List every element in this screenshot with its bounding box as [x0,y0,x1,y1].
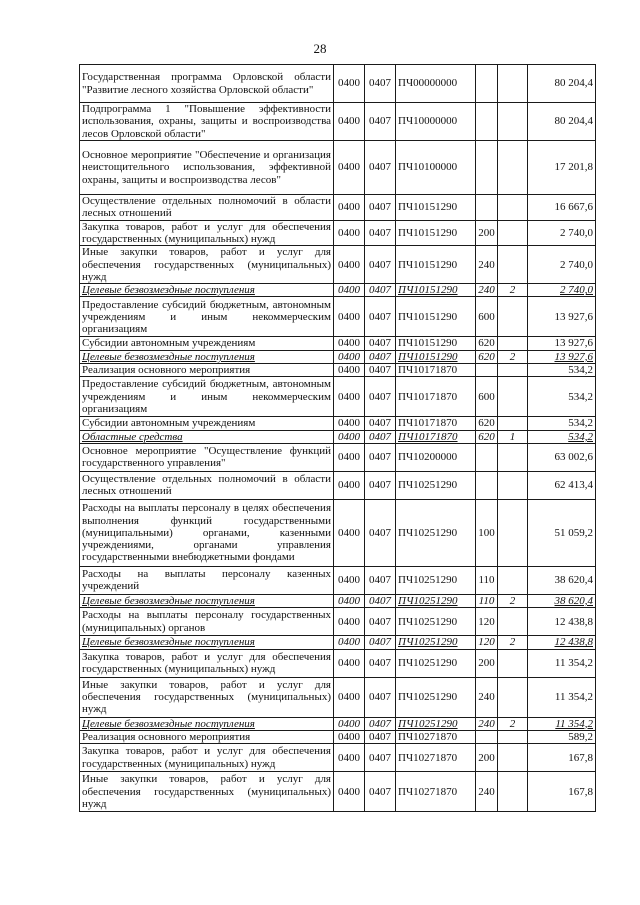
expense-type-cell: 240 [476,772,498,812]
target-article-cell: ПЧ10251290 [396,608,476,636]
table-row [80,284,596,297]
section-code-cell: 0400 [334,377,365,417]
table-row [80,717,596,730]
amount-cell: 589,2 [528,730,596,743]
section-code-cell: 0400 [334,246,365,284]
amount-cell: 2 740,0 [528,220,596,246]
target-article-cell: ПЧ10251290 [396,471,476,499]
expense-type-cell: 120 [476,608,498,636]
row-name-cell: Закупка товаров, работ и услуг для обеспечения государственных (муниципальных) нужд [80,744,334,772]
section-code-cell: 0400 [334,103,365,141]
subsection-code-cell: 0407 [365,246,396,284]
section-code-cell: 0400 [334,430,365,443]
section-code-cell: 0400 [334,364,365,377]
target-article-cell: ПЧ10151290 [396,337,476,350]
row-name-cell: Предоставление субсидий бюджетным, автономным учреждениям и иным некоммерческим организациям [80,297,334,337]
subsection-code-cell: 0407 [365,364,396,377]
expense-type-cell: 200 [476,649,498,677]
target-article-cell: ПЧ10251290 [396,717,476,730]
expense-type-cell: 100 [476,499,498,566]
amount-cell: 534,2 [528,377,596,417]
subsection-code-cell: 0407 [365,744,396,772]
row-name-cell: Целевые безвозмездные поступления [80,350,334,363]
table-row [80,141,596,195]
section-code-cell: 0400 [334,772,365,812]
section-code-cell: 0400 [334,649,365,677]
subsection-code-cell: 0407 [365,443,396,471]
funding-source-cell [498,677,528,717]
funding-source-cell [498,246,528,284]
amount-cell: 2 740,0 [528,246,596,284]
subsection-code-cell: 0407 [365,471,396,499]
amount-cell: 38 620,4 [528,594,596,607]
row-name-cell: Целевые безвозмездные поступления [80,284,334,297]
row-name-cell: Целевые безвозмездные поступления [80,636,334,649]
row-name-cell: Целевые безвозмездные поступления [80,717,334,730]
target-article-cell: ПЧ10171870 [396,430,476,443]
table-row [80,566,596,594]
target-article-cell: ПЧ10251290 [396,636,476,649]
subsection-code-cell: 0407 [365,772,396,812]
page-number: 28 [313,41,327,56]
expense-type-cell [476,65,498,103]
table-row [80,246,596,284]
funding-source-cell: 2 [498,594,528,607]
table-row [80,377,596,417]
subsection-code-cell: 0407 [365,717,396,730]
expense-type-cell: 240 [476,246,498,284]
funding-source-cell: 2 [498,717,528,730]
row-name-cell: Областные средства [80,430,334,443]
amount-cell: 11 354,2 [528,717,596,730]
section-code-cell: 0400 [334,417,365,430]
table-body [80,65,596,812]
table-row [80,636,596,649]
expense-type-cell: 120 [476,636,498,649]
expense-type-cell: 620 [476,337,498,350]
amount-cell: 167,8 [528,744,596,772]
section-code-cell: 0400 [334,337,365,350]
section-code-cell: 0400 [334,443,365,471]
table-row [80,430,596,443]
expense-type-cell [476,471,498,499]
expense-type-cell [476,195,498,221]
section-code-cell: 0400 [334,195,365,221]
row-name-cell: Реализация основного мероприятия [80,364,334,377]
subsection-code-cell: 0407 [365,730,396,743]
table-row [80,350,596,363]
subsection-code-cell: 0407 [365,141,396,195]
expense-type-cell: 620 [476,417,498,430]
table-row [80,772,596,812]
budget-table [79,64,596,812]
funding-source-cell [498,566,528,594]
table-row [80,730,596,743]
row-name-cell: Реализация основного мероприятия [80,730,334,743]
funding-source-cell [498,417,528,430]
expense-type-cell: 200 [476,220,498,246]
section-code-cell: 0400 [334,141,365,195]
target-article-cell: ПЧ10200000 [396,443,476,471]
amount-cell: 534,2 [528,430,596,443]
funding-source-cell: 1 [498,430,528,443]
row-name-cell: Подпрограмма 1 "Повышение эффективности использования, охраны, защиты и воспроизводства лесов Орловской области" [80,103,334,141]
funding-source-cell [498,364,528,377]
section-code-cell: 0400 [334,730,365,743]
target-article-cell: ПЧ00000000 [396,65,476,103]
funding-source-cell [498,649,528,677]
funding-source-cell [498,471,528,499]
table-row [80,417,596,430]
funding-source-cell [498,65,528,103]
subsection-code-cell: 0407 [365,636,396,649]
subsection-code-cell: 0407 [365,195,396,221]
table-row [80,103,596,141]
expense-type-cell: 600 [476,297,498,337]
row-name-cell: Субсидии автономным учреждениям [80,337,334,350]
table-row [80,443,596,471]
section-code-cell: 0400 [334,471,365,499]
amount-cell: 13 927,6 [528,297,596,337]
amount-cell: 80 204,4 [528,65,596,103]
subsection-code-cell: 0407 [365,337,396,350]
funding-source-cell [498,297,528,337]
target-article-cell: ПЧ10151290 [396,297,476,337]
row-name-cell: Субсидии автономным учреждениям [80,417,334,430]
amount-cell: 63 002,6 [528,443,596,471]
row-name-cell: Иные закупки товаров, работ и услуг для обеспечения государственных (муниципальных) нужд [80,677,334,717]
section-code-cell: 0400 [334,65,365,103]
target-article-cell: ПЧ10251290 [396,677,476,717]
amount-cell: 13 927,6 [528,350,596,363]
amount-cell: 80 204,4 [528,103,596,141]
amount-cell: 11 354,2 [528,649,596,677]
section-code-cell: 0400 [334,350,365,363]
table-row [80,65,596,103]
expense-type-cell [476,141,498,195]
row-name-cell: Закупка товаров, работ и услуг для обеспечения государственных (муниципальных) нужд [80,649,334,677]
table-row [80,499,596,566]
subsection-code-cell: 0407 [365,350,396,363]
section-code-cell: 0400 [334,284,365,297]
amount-cell: 167,8 [528,772,596,812]
target-article-cell: ПЧ10271870 [396,744,476,772]
row-name-cell: Иные закупки товаров, работ и услуг для обеспечения государственных (муниципальных) нужд [80,772,334,812]
table-row [80,594,596,607]
section-code-cell: 0400 [334,717,365,730]
subsection-code-cell: 0407 [365,284,396,297]
amount-cell: 12 438,8 [528,608,596,636]
row-name-cell: Осуществление отдельных полномочий в области лесных отношений [80,471,334,499]
section-code-cell: 0400 [334,594,365,607]
table-row [80,744,596,772]
expense-type-cell: 240 [476,717,498,730]
row-name-cell: Государственная программа Орловской области "Развитие лесного хозяйства Орловской области" [80,65,334,103]
section-code-cell: 0400 [334,608,365,636]
target-article-cell: ПЧ10171870 [396,377,476,417]
funding-source-cell [498,337,528,350]
subsection-code-cell: 0407 [365,220,396,246]
subsection-code-cell: 0407 [365,499,396,566]
subsection-code-cell: 0407 [365,594,396,607]
section-code-cell: 0400 [334,677,365,717]
section-code-cell: 0400 [334,297,365,337]
funding-source-cell [498,730,528,743]
funding-source-cell: 2 [498,350,528,363]
funding-source-cell: 2 [498,636,528,649]
amount-cell: 534,2 [528,417,596,430]
target-article-cell: ПЧ10171870 [396,417,476,430]
funding-source-cell [498,744,528,772]
row-name-cell: Расходы на выплаты персоналу казенных учреждений [80,566,334,594]
row-name-cell: Расходы на выплаты персоналу государственных (муниципальных) органов [80,608,334,636]
subsection-code-cell: 0407 [365,430,396,443]
row-name-cell: Иные закупки товаров, работ и услуг для обеспечения государственных (муниципальных) нужд [80,246,334,284]
table-row [80,608,596,636]
funding-source-cell: 2 [498,284,528,297]
expense-type-cell: 240 [476,284,498,297]
subsection-code-cell: 0407 [365,608,396,636]
target-article-cell: ПЧ10251290 [396,649,476,677]
section-code-cell: 0400 [334,744,365,772]
funding-source-cell [498,772,528,812]
row-name-cell: Основное мероприятие "Обеспечение и организация неистощительного использования, эффективной охраны, защиты и воспроизводства лесов" [80,141,334,195]
expense-type-cell [476,103,498,141]
table-row [80,471,596,499]
subsection-code-cell: 0407 [365,417,396,430]
table-row [80,677,596,717]
amount-cell: 17 201,8 [528,141,596,195]
target-article-cell: ПЧ10271870 [396,730,476,743]
subsection-code-cell: 0407 [365,297,396,337]
amount-cell: 2 740,0 [528,284,596,297]
amount-cell: 16 667,6 [528,195,596,221]
amount-cell: 534,2 [528,364,596,377]
target-article-cell: ПЧ10151290 [396,246,476,284]
target-article-cell: ПЧ10271870 [396,772,476,812]
target-article-cell: ПЧ10000000 [396,103,476,141]
funding-source-cell [498,608,528,636]
table-row [80,297,596,337]
expense-type-cell: 620 [476,430,498,443]
section-code-cell: 0400 [334,220,365,246]
row-name-cell: Расходы на выплаты персоналу в целях обеспечения выполнения функций государственными (муниципальными) органами, казенными учреждениями, органами управления государственными внебюджетными фондами [80,499,334,566]
subsection-code-cell: 0407 [365,103,396,141]
funding-source-cell [498,377,528,417]
expense-type-cell: 200 [476,744,498,772]
expense-type-cell: 110 [476,594,498,607]
target-article-cell: ПЧ10251290 [396,594,476,607]
amount-cell: 62 413,4 [528,471,596,499]
subsection-code-cell: 0407 [365,677,396,717]
expense-type-cell: 240 [476,677,498,717]
target-article-cell: ПЧ10251290 [396,499,476,566]
table-row [80,364,596,377]
funding-source-cell [498,220,528,246]
expense-type-cell [476,730,498,743]
table-row [80,649,596,677]
funding-source-cell [498,443,528,471]
subsection-code-cell: 0407 [365,566,396,594]
target-article-cell: ПЧ10100000 [396,141,476,195]
expense-type-cell: 620 [476,350,498,363]
table-row [80,220,596,246]
target-article-cell: ПЧ10251290 [396,566,476,594]
funding-source-cell [498,499,528,566]
subsection-code-cell: 0407 [365,649,396,677]
target-article-cell: ПЧ10151290 [396,195,476,221]
row-name-cell: Целевые безвозмездные поступления [80,594,334,607]
target-article-cell: ПЧ10171870 [396,364,476,377]
funding-source-cell [498,141,528,195]
row-name-cell: Основное мероприятие "Осуществление функций государственного управления" [80,443,334,471]
row-name-cell: Предоставление субсидий бюджетным, автономным учреждениям и иным некоммерческим организациям [80,377,334,417]
expense-type-cell [476,443,498,471]
section-code-cell: 0400 [334,566,365,594]
row-name-cell: Закупка товаров, работ и услуг для обеспечения государственных (муниципальных) нужд [80,220,334,246]
amount-cell: 38 620,4 [528,566,596,594]
target-article-cell: ПЧ10151290 [396,284,476,297]
table-row [80,195,596,221]
expense-type-cell: 110 [476,566,498,594]
amount-cell: 51 059,2 [528,499,596,566]
funding-source-cell [498,195,528,221]
amount-cell: 13 927,6 [528,337,596,350]
subsection-code-cell: 0407 [365,65,396,103]
section-code-cell: 0400 [334,636,365,649]
amount-cell: 12 438,8 [528,636,596,649]
amount-cell: 11 354,2 [528,677,596,717]
table-row [80,337,596,350]
funding-source-cell [498,103,528,141]
target-article-cell: ПЧ10151290 [396,220,476,246]
target-article-cell: ПЧ10151290 [396,350,476,363]
expense-type-cell: 600 [476,377,498,417]
expense-type-cell [476,364,498,377]
section-code-cell: 0400 [334,499,365,566]
subsection-code-cell: 0407 [365,377,396,417]
row-name-cell: Осуществление отдельных полномочий в области лесных отношений [80,195,334,221]
